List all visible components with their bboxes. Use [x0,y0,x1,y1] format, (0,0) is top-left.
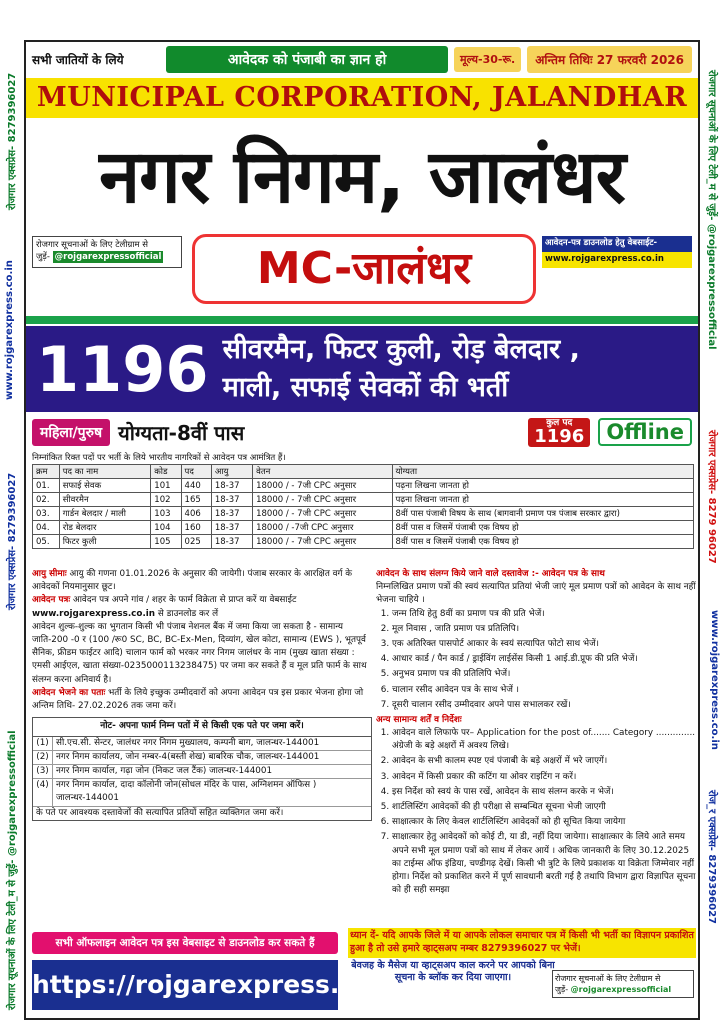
download-site-link[interactable]: www.rojgarexpress.co.in [542,252,692,268]
left-column [32,568,372,821]
table-cell: 101 [151,479,181,493]
address-text: नगर निगम कार्याल, गढ़ा जोन (निकट जल टैंक) जालन्धर-144001 [56,765,273,776]
document-item: 3. एक अतिरिक्त पासपोर्ट आकार के स्वयं सत्यापित फोटो साथ भेजें। [392,638,696,651]
posts-banner [26,326,698,412]
table-row [33,521,694,535]
title-hindi: नगर निगम, जालंधर [99,134,625,220]
table-cell: 01. [33,479,60,493]
table-cell: 18000 / -7जी CPC अनुसार [253,521,392,535]
intro-text: निम्नांकित रिक्त पदों पर भर्ती के लिये भारतीय नागरिकों से आवेदन पत्र आमंत्रित हैं। [32,453,286,463]
address-box [32,717,372,821]
posts-line2: माली, सफाई सेवकों की भर्ती [222,372,509,403]
table-row [33,479,694,493]
footer-telegram-handle-link[interactable]: @rojgarexpressofficial [570,985,672,995]
all-castes-label: सभी जातियों के लिये [32,52,124,67]
table-cell: गार्डन बेलदार / माली [59,507,151,521]
table-cell: 406 [181,507,211,521]
address-item [33,751,371,765]
warning-block: बेवजह के मैसेज या व्हाट्सअप काल करने पर आपको बिना सूचना के ब्लॉक कर दिया जाएगा। [351,959,555,984]
form-section [32,594,372,620]
fee-text: आवेदन शुल्क-शुल्क का भुगतान किसी भी पंजाब नेशनल बैंक में जमा किया जा सकता है - सामान्य जाति-200 -0 र (100 /रू0 SC, BC, BC-Ex-Men, दिव्यांग, खेल कोटा, सामान्य (EWS ), भूतपूर्व सैनिक, फ्रीडम फाईटर आदि) चालान फार्म को भरकर नगर निगम जालंधर के नाम (मुख्य खाता संख्या : एमसी आईएल, खाता संख्या-0235000113238475) पर जमा कर सकते हैं व मूल प्रति फार्म के साथ संलग्न करना अनिवार्य है। [32,621,367,685]
website-url-link[interactable]: https://rojgarexpress.co.in [32,960,338,1010]
mc-jalandhar-heading: MC-जालंधर [192,234,536,304]
table-cell: 18000 / - 7जी CPC अनुसार [253,507,392,521]
address-number: (1) [33,737,53,750]
table-cell: 102 [151,493,181,507]
address-text: सी.एच.सी. सेन्टर, जालंधर नगर निगम मुख्यालय, कम्पनी बाग, जालन्धर-144001 [56,737,320,748]
footer-telegram-line1: रोजगार सूचनाओं के लिए टेलीग्राम से [555,974,661,983]
document-item: 6. चालान रसीद आवेदन पत्र के साथ भेजें । [392,684,696,697]
send-section [32,687,372,713]
form-label: आवेदन पत्रः [32,595,71,606]
table-cell: 18-37 [211,507,252,521]
telegram-line2: जुड़ें- [36,251,50,262]
side-text-right-bottom: रोज_र एक्सप्रेस- 8279396027 [706,790,717,925]
term-item: 2. आवेदन के सभी कालम स्पष्ट एवं पंजाबी के बड़े अक्षरों में भरे जाएगें। [392,755,696,768]
side-text-left-top: रोजगार एक्सप्रेस- 8279396027 [7,72,18,210]
side-text-left-low: रोजगार एक्सप्रेस- 8279396027 [7,472,18,610]
table-cell: 160 [181,521,211,535]
table-cell: 025 [181,535,211,549]
address-item [33,779,371,806]
term-item: 3. आवेदन में किसी प्रकार की कटिंग या ओवर राइटिंग न करें। [392,771,696,784]
recruitment-poster [24,40,700,1020]
table-cell: रोड बेलदार [59,521,151,535]
form-text2: से डाउनलोड कर लें [157,608,219,619]
gender-badge: महिला/पुरुष [32,419,110,446]
title-english: MUNICIPAL CORPORATION, JALANDHAR [26,78,698,118]
posts-table [32,464,694,549]
table-cell: 18-37 [211,479,252,493]
term-item: 4. इस निर्देश को स्वयं के पास रखें, आवेदन के साथ संलग्न करके न भेजें। [392,786,696,799]
address-text: नगर निगम कार्यालय, जोन नम्बर-4(बस्ती शेख) बाबरिक चौक, जालन्धर-144001 [56,751,320,762]
send-text: भर्ती के लिये इच्छुक उम्मीदवारों को अपना आवेदन पत्र इस प्रकार भेजना होगा जो अन्तिम तिथि- 27.02.2026 तक जमा करें। [32,687,364,711]
document-item: 4. आधार कार्ड / पैन कार्ड / ड्राईविंग लाईसेंस किसी 1 आई.डी.प्रूफ की प्रति भेजें। [392,653,696,666]
table-row [33,493,694,507]
footer-telegram-box [552,970,694,998]
telegram-box [32,236,182,268]
table-cell: 8वीं पास पंजाबी विषय के साथ (बागवानी प्रमाण पत्र पंजाब सरकार द्वारा) [392,507,693,521]
term-item: 6. साक्षात्कार के लिए केवल शार्टलिस्टिंग आवेदकों को ही सूचित किया जायेगा [392,816,696,829]
table-cell: सीवरमैन [59,493,151,507]
telegram-handle-link[interactable]: @rojgarexpressofficial [54,251,162,262]
last-date-badge: अन्तिम तिथिः 27 फरवरी 2026 [527,46,692,73]
table-header-cell: वेतन [253,465,392,479]
divider-line [26,316,698,324]
address-list [33,737,371,807]
address-closing: के पते पर आवश्यक दस्तावेजों की सत्यापित प्रतियों सहित व्यक्तिगत जमा करें। [36,807,284,818]
document-item: 7. दूसरी चालान रसीद उम्मीदवार अपने पास सभालकर रखें। [392,699,696,712]
download-label: आवेदन-पत्र डाउनलोड हेतु वेबसाईट- [542,236,692,252]
table-cell: 18-37 [211,521,252,535]
side-text-right-low: www.rojgarexpress.co.in [709,610,720,750]
term-item: 5. शार्टलिस्टिंग आवेदकों की ही परीक्षा से सम्बन्धित सूचना भेजी जाएगी [392,801,696,814]
total-posts-count: 1196 [534,425,585,447]
term-item: 7. साक्षात्कार हेतु आवेदकों को कोई टी, या डी, नहीं दिया जायेगा। साक्षात्कार के लिये आते समय अपने सभी मूल प्रमाण पत्रों को साथ में लेकर आयें । अधिक जानकारी के लिए 30.12.2025 का टाईम्स ऑफ इंडिया, चण्डीगढ़ देखें। किसी भी त्रुटि के लिये प्रकाशक या विक्रेता जिम्मेवार नहीं होगा। निर्देश को प्रकाशित करने में पूर्ण सावधानी बरती गई है तथापि विभाग द्वारा विज्ञापित सूचना को ही सही समझा [392,831,696,897]
table-header-row [33,465,694,479]
table-cell: 18000 / - 7जी CPC अनुसार [253,535,392,549]
send-label: आवेदन भेजने का पताः [32,687,106,698]
top-bar [26,42,698,76]
table-row [33,535,694,549]
footer-telegram-line2: जुड़ें- [555,985,569,995]
punjabi-requirement-banner: आवेदक को पंजाबी का ज्ञान हो [166,46,448,73]
price-badge: मूल्य-30-रू. [454,47,521,72]
address-number: (2) [33,751,53,764]
table-cell: 03. [33,507,60,521]
table-header-cell: योग्यता [392,465,693,479]
table-cell: 8वीं पास व जिसमें पंजाबी एक विषय हो [392,521,693,535]
terms-list [376,727,696,897]
age-section [32,568,372,594]
document-item: 2. मूल निवास , जाति प्रमाण पत्र प्रतिलिपि। [392,623,696,636]
table-cell: 8वीं पास व जिसमें पंजाबी एक विषय हो [392,535,693,549]
address-number: (4) [33,779,53,805]
table-cell: 18000 / - 7जी CPC अनुसार [253,493,392,507]
table-cell: 05. [33,535,60,549]
table-header-cell: कोड [151,465,181,479]
offline-note: सभी ऑफलाइन आवेदन पत्र इस वेबसाइट से डाउनलोड कर सकते हैं [32,932,338,954]
right-column [376,568,696,899]
offline-badge: Offline [598,418,692,446]
total-posts-number: 1196 [36,332,209,406]
qualification-text: योग्यता-8वीं पास [118,420,245,445]
table-cell: 18000 / - 7जी CPC अनुसार [253,479,392,493]
side-text-left-bottom: रोजगार सूचनाओं के लिए टेली_म से जुड़ें- @rojgarexpressofficial [7,730,18,1010]
table-cell: पढ़ना लिखना जानता हो [392,493,693,507]
document-item: 5. अनुभव प्रमाण पत्र की प्रतिलिपि भेजें। [392,668,696,681]
address-header: नोट- अपना फार्म निम्न पतों में से किसी एक पते पर जमा करें। [33,718,371,737]
address-item [33,765,371,779]
address-number: (3) [33,765,53,778]
docs-intro: निम्नलिखित प्रमाण पत्रों की स्वयं सत्यापित प्रतियां भेजी जाएं मूल प्रमाण पत्रों को आवेदन के साथ नहीं भेजना चाहिये । [376,582,696,606]
footer [26,928,698,1020]
table-cell: सफाई सेवक [59,479,151,493]
docs-label: आवेदन के साथ संलग्न किये जाने वाले दस्तावेज :- आवेदन पत्र के साथ [376,569,605,579]
table-cell: 104 [151,521,181,535]
table-cell: फिटर कुली [59,535,151,549]
age-text: आयु की गणना 01.01.2026 के अनुसार की जायेगी। पंजाब सरकार के आरक्षित वर्ग के आवेदकों नियमानुसार छूट। [32,569,353,593]
table-cell: 04. [33,521,60,535]
address-item [33,737,371,751]
table-cell: 103 [151,507,181,521]
table-cell: 440 [181,479,211,493]
telegram-line1: रोजगार सूचनाओं के लिए टेलीग्राम से [36,240,148,250]
side-text-right-mid: रोजगार एक्सप्रेस- 8279 96027 [706,430,717,564]
terms-label: अन्य सामान्य शर्तें व निर्देशः [376,714,462,725]
download-box [542,236,692,268]
table-header-cell: क्रम [33,465,60,479]
table-cell: पढ़ना लिखना जानता हो [392,479,693,493]
side-text-right-top: रोजगार सूचनाओं के लिए टेली_म से जुड़ें- @rojgarexpressofficial [706,70,717,350]
table-cell: 165 [181,493,211,507]
table-header-cell: पद [181,465,211,479]
form-site-link[interactable]: www.rojgarexpress.co.in [32,608,156,619]
warning-submit-ads: ध्यान दें- यदि आपके जिले में या आपके लोकल समाचार पत्र में किसी भी भर्ती का विज्ञापन प्रकाशित हुआ है तो उसे हमारे व्हाट्सअप नम्बर 8279396027 पर भेजें। [348,928,696,958]
term-item: 1. आवेदन वाले लिफाफे पर– Application for the post of....... Category .............. अंग्रेजी के बड़े अक्षरों में अवश्य लिखे। [392,727,696,753]
table-row [33,507,694,521]
table-body [33,479,694,549]
posts-line1: सीवरमैन, फिटर कुली, रोड़ बेलदार , [222,334,580,365]
table-cell: 105 [151,535,181,549]
age-label: आयु सीमाः [32,569,67,579]
address-text: नगर निगम कार्याल, दादा कॉलोनी जोन(सोधल मंदिर के पास, अग्निशमन ऑफिस ) जालन्धर-144001 [56,780,317,804]
table-cell: 02. [33,493,60,507]
promo-row [26,232,698,312]
total-posts-label: कुल पद [546,417,573,428]
table-cell: 18-37 [211,493,252,507]
docs-list [376,608,696,712]
form-text: आवेदन पत्र अपने गांव / शहर के फार्म विक्रेता से प्राप्त करें या वेबसाईट [72,595,297,606]
side-text-left-mid: www.rojgarexpress.co.in [4,260,15,400]
total-posts-badge [528,418,590,447]
table-header-cell: पद का नाम [59,465,151,479]
table-header-cell: आयु [211,465,252,479]
qualification-row [26,416,698,448]
document-item: 1. जन्म तिथि हेतु 8वीं का प्रमाण पत्र की प्रति भेजें। [392,608,696,621]
table-cell: 18-37 [211,535,252,549]
